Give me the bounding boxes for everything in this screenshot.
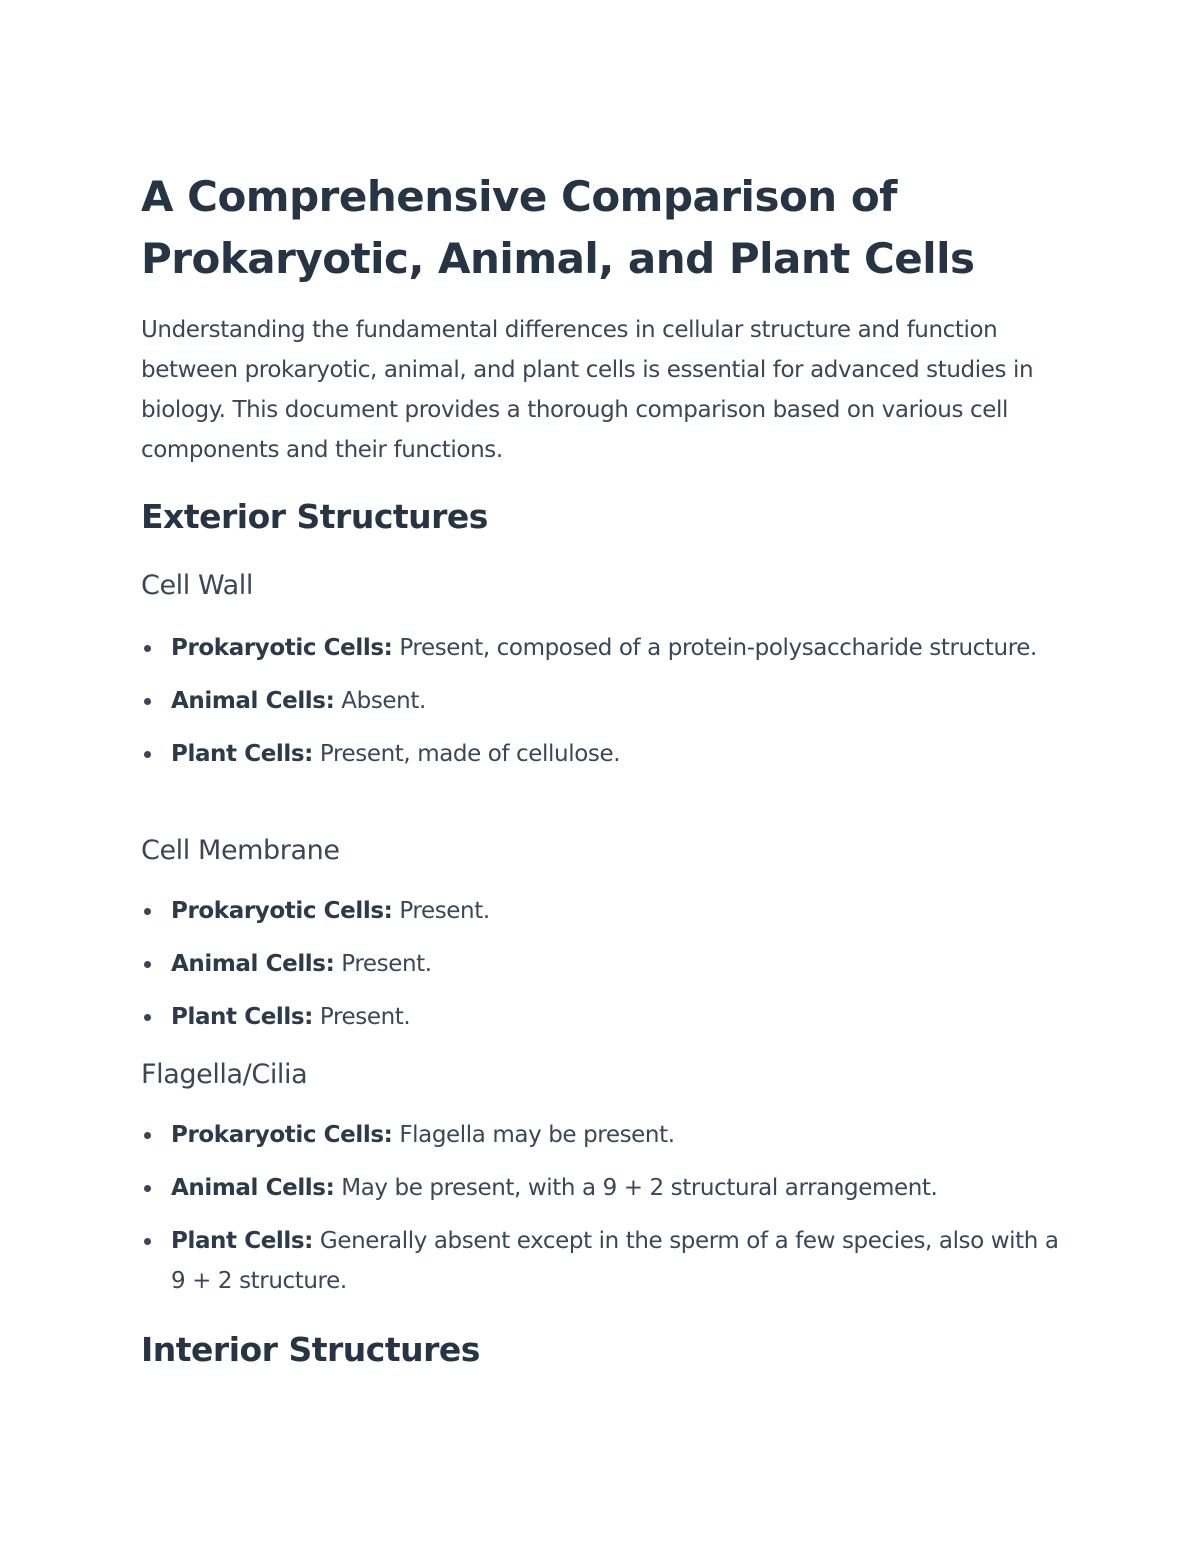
list-item bbox=[141, 734, 1061, 774]
list-item bbox=[141, 1115, 1061, 1155]
list-item-label: Prokaryotic Cells: bbox=[171, 898, 393, 924]
list-item bbox=[141, 681, 1061, 721]
section-heading-exterior: Exterior Structures bbox=[141, 497, 488, 536]
list-item bbox=[141, 1168, 1061, 1208]
list-item-label: Animal Cells: bbox=[171, 951, 335, 977]
list-item-label: Animal Cells: bbox=[171, 688, 335, 714]
document-title bbox=[141, 166, 1061, 290]
list-item bbox=[141, 944, 1061, 984]
subheading-flagella-cilia: Flagella/Cilia bbox=[141, 1059, 308, 1090]
subheading-cell-wall: Cell Wall bbox=[141, 570, 253, 601]
list-item-label: Prokaryotic Cells: bbox=[171, 1122, 393, 1148]
list-item-label: Animal Cells: bbox=[171, 1175, 335, 1201]
list-item-label: Plant Cells: bbox=[171, 1004, 313, 1030]
section-heading-interior: Interior Structures bbox=[141, 1330, 480, 1369]
title-line-1: A Comprehensive Comparison of bbox=[141, 172, 897, 221]
list-item bbox=[141, 891, 1061, 931]
list-item-text: Present. bbox=[312, 1004, 411, 1030]
list-item-text: Generally absent except in the sperm of a few species, also with a 9 + 2 structure. bbox=[171, 1228, 1059, 1294]
cell-membrane-list bbox=[141, 891, 1061, 1050]
cell-wall-list bbox=[141, 628, 1061, 787]
list-item-text: May be present, with a 9 + 2 structural arrangement. bbox=[334, 1175, 938, 1201]
list-item-text: Present. bbox=[392, 898, 490, 924]
list-item-text: Absent. bbox=[334, 688, 426, 714]
subheading-cell-membrane: Cell Membrane bbox=[141, 835, 340, 866]
title-line-2: Prokaryotic, Animal, and Plant Cells bbox=[141, 234, 975, 283]
list-item-label: Plant Cells: bbox=[171, 741, 313, 767]
list-item-text: Present, made of cellulose. bbox=[312, 741, 621, 767]
list-item bbox=[141, 1221, 1061, 1301]
flagella-list bbox=[141, 1115, 1061, 1314]
list-item-text: Flagella may be present. bbox=[392, 1122, 675, 1148]
intro-paragraph: Understanding the fundamental differences in cellular structure and function between prokaryotic, animal, and plant cells is essential for advanced studies in biology. This document provides a thorough comparison based on various cell components and their functions. bbox=[141, 317, 1034, 463]
list-item bbox=[141, 997, 1061, 1037]
list-item bbox=[141, 628, 1061, 668]
list-item-label: Plant Cells: bbox=[171, 1228, 313, 1254]
list-item-text: Present. bbox=[334, 951, 432, 977]
list-item-label: Prokaryotic Cells: bbox=[171, 635, 393, 661]
list-item-text: Present, composed of a protein-polysaccharide structure. bbox=[392, 635, 1037, 661]
